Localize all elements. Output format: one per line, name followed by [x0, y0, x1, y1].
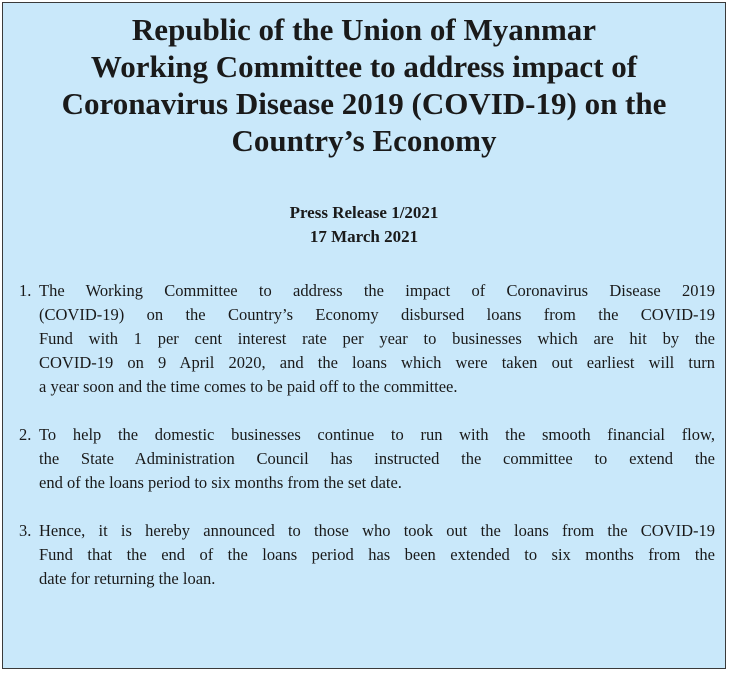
item-number: 1.: [19, 281, 32, 300]
title-line: Coronavirus Disease 2019 (COVID-19) on the: [61, 86, 667, 121]
list-item: [3, 423, 725, 495]
title-line: Working Committee to address impact of: [90, 49, 638, 84]
release-date: 17 March 2021: [309, 227, 419, 246]
title-line: Country’s Economy: [231, 123, 497, 158]
title-line: Republic of the Union of Myanmar: [131, 12, 597, 47]
item-text-line: COVID-19 on 9 April 2020, and the loans which were taken out earliest will turn: [39, 353, 715, 372]
item-number: 2.: [19, 425, 32, 444]
release-number: Press Release 1/2021: [289, 203, 439, 222]
item-text-line: Hence, it is hereby announced to those who took out the loans from the COVID-19: [39, 521, 715, 540]
item-text-line: date for returning the loan.: [39, 569, 216, 588]
item-text-line: (COVID-19) on the Country’s Economy disbursed loans from the COVID-19: [39, 305, 715, 324]
press-release-panel: [2, 2, 726, 669]
item-text-line: a year soon and the time comes to be paid off to the committee.: [39, 377, 458, 396]
release-info: [3, 201, 725, 249]
list-item: [3, 279, 725, 399]
announcement-list: [3, 279, 725, 615]
document-title: [3, 11, 725, 159]
item-text-line: the State Administration Council has instructed the committee to extend the: [39, 449, 715, 468]
list-item: [3, 519, 725, 591]
item-text-line: Fund with 1 per cent interest rate per year to businesses which are hit by the: [39, 329, 715, 348]
item-text-line: To help the domestic businesses continue to run with the smooth financial flow,: [39, 425, 715, 444]
item-number: 3.: [19, 521, 32, 540]
item-text-line: The Working Committee to address the impact of Coronavirus Disease 2019: [39, 281, 715, 300]
item-text-line: Fund that the end of the loans period has been extended to six months from the: [39, 545, 715, 564]
item-text-line: end of the loans period to six months from the set date.: [39, 473, 402, 492]
